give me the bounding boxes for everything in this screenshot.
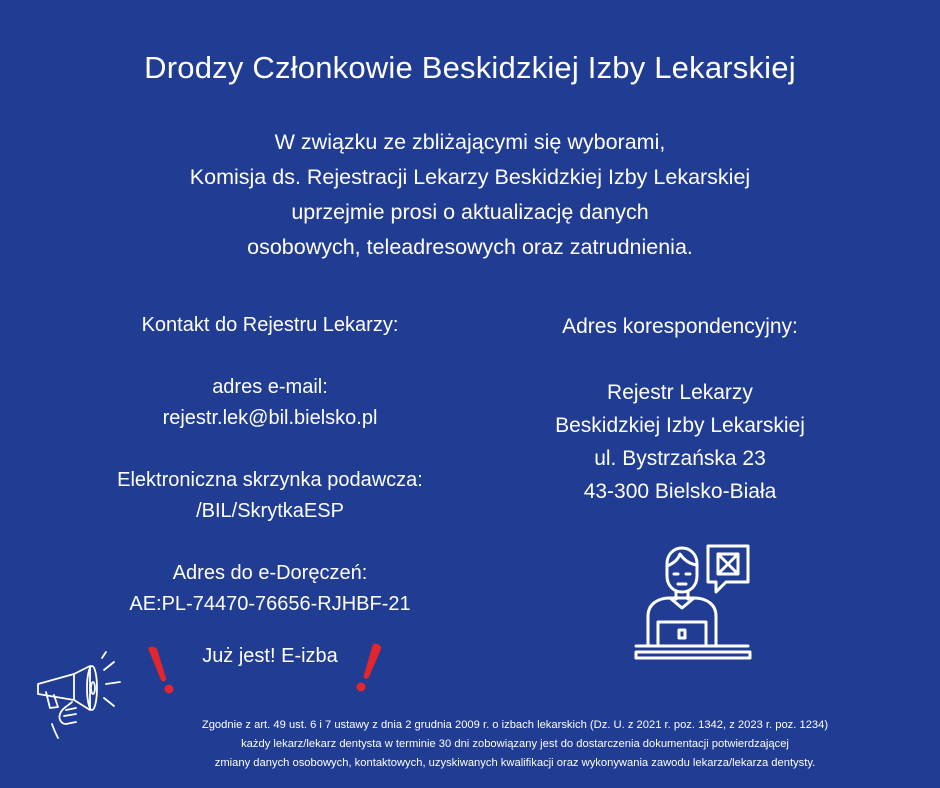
mail-icon [718, 554, 738, 574]
email-address[interactable]: rejestr.lek@bil.bielsko.pl [162, 407, 378, 429]
email-block [60, 372, 480, 434]
intro-text [0, 125, 940, 265]
email-label: adres e-mail: [212, 376, 328, 398]
edoreczenia-label: Adres do e-Doręczeń: [172, 562, 368, 584]
correspondence-heading: Adres korespondencyjny: [562, 315, 798, 338]
intro-line: osobowych, teleadresowych oraz zatrudnienia. [247, 235, 693, 259]
edoreczenia-block [60, 558, 480, 620]
legal-footnote [130, 716, 900, 773]
intro-line: W związku ze zbliżającymi się wyborami, [274, 130, 666, 154]
address-line: 43-300 Bielsko-Biała [583, 480, 777, 503]
contact-section [60, 310, 480, 651]
address-line: ul. Bystrzańska 23 [594, 447, 766, 470]
edoreczenia-address: AE:PL-74470-76656-RJHBF-21 [129, 593, 411, 615]
address-line: Rejestr Lekarzy [607, 381, 753, 404]
footnote-line: każdy lekarz/lekarz dentysta w terminie 30 dni zobowiązany jest do dostarczenia dokumentacji potwierdzającej [241, 738, 789, 750]
address-line: Beskidzkiej Izby Lekarskiej [555, 414, 805, 437]
correspondence-section [500, 310, 860, 508]
footnote-line: zmiany danych osobowych, kontaktowych, uzyskiwanych kwalifikacji oraz wykonywania zawodu lekarza/lekarza dentysty. [214, 757, 816, 769]
page-title: Drodzy Członkowie Beskidzkiej Izby Lekarskiej [144, 50, 796, 85]
esp-address: /BIL/SkrytkaESP [196, 500, 344, 522]
esp-block [60, 465, 480, 527]
contact-heading: Kontakt do Rejestru Lekarzy: [141, 314, 399, 336]
megaphone-icon [32, 650, 132, 740]
esp-label: Elektroniczna skrzynka podawcza: [117, 469, 423, 491]
person-at-laptop-icon [632, 542, 756, 664]
eizba-text: Już jest! E-izba [202, 645, 338, 667]
footnote-line: Zgodnie z art. 49 ust. 6 i 7 ustawy z dnia 2 grudnia 2009 r. o izbach lekarskich (Dz. U. z 2021 r. poz. 1342, z 2023 r. poz. 1234) [201, 719, 829, 731]
intro-line: Komisja ds. Rejestracji Lekarzy Beskidzkiej Izby Lekarskiej [189, 165, 751, 189]
intro-line: uprzejmie prosi o aktualizację danych [291, 200, 649, 224]
